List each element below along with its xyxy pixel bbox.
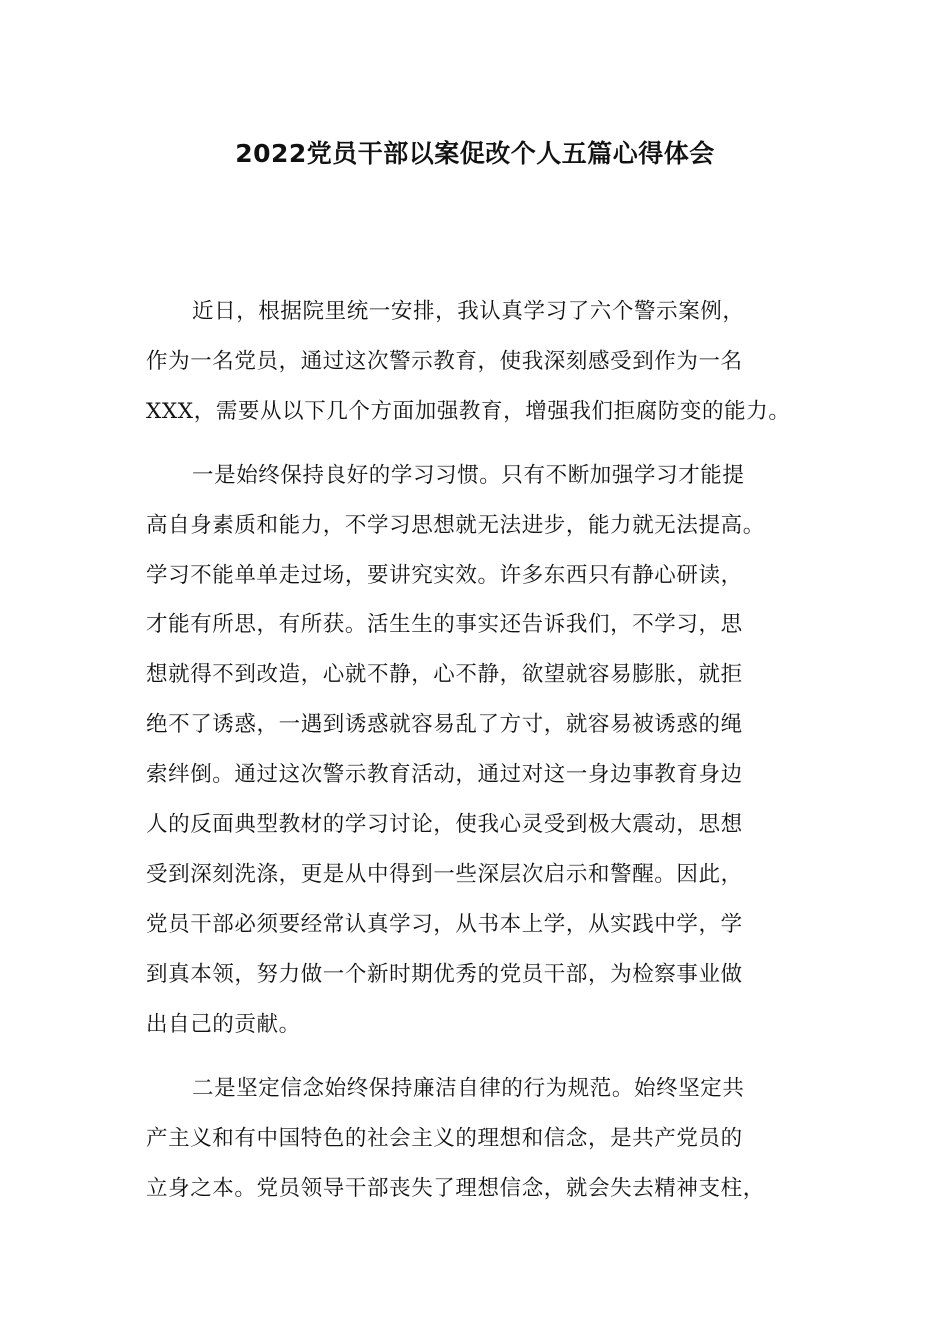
paragraph-line: XXX，需要从以下几个方面加强教育，增强我们拒腐防变的能力。 xyxy=(146,399,791,424)
document-title: 2022党员干部以案促改个人五篇心得体会 xyxy=(235,139,715,168)
paragraph-line: 受到深刻洗涤，更是从中得到一些深层次启示和警醒。因此， xyxy=(146,862,743,887)
paragraph-line: 高自身素质和能力，不学习思想就无法进步，能力就无法提高。 xyxy=(146,513,765,538)
paragraph-line: 索绊倒。通过这次警示教育活动，通过对这一身边事教育身边 xyxy=(146,762,743,787)
paragraph-line: 想就得不到改造，心就不静，心不静，欲望就容易膨胀，就拒 xyxy=(146,662,743,687)
paragraph-line: 一是始终保持良好的学习习惯。只有不断加强学习才能提 xyxy=(192,463,745,488)
paragraph-line: 立身之本。党员领导干部丧失了理想信念，就会失去精神支柱， xyxy=(146,1176,765,1201)
paragraph-line: 近日，根据院里统一安排，我认真学习了六个警示案例， xyxy=(192,299,745,324)
paragraph-line: 产主义和有中国特色的社会主义的理想和信念，是共产党员的 xyxy=(146,1126,743,1151)
paragraph-line: 人的反面典型教材的学习讨论，使我心灵受到极大震动，思想 xyxy=(146,812,743,837)
paragraph-line: 出自己的贡献。 xyxy=(146,1012,301,1037)
paragraph-line: 到真本领，努力做一个新时期优秀的党员干部，为检察事业做 xyxy=(146,962,743,987)
paragraph-line: 才能有所思，有所获。活生生的事实还告诉我们，不学习，思 xyxy=(146,612,743,637)
paragraph-line: 绝不了诱惑，一遇到诱惑就容易乱了方寸，就容易被诱惑的绳 xyxy=(146,712,743,737)
paragraph-line: 作为一名党员，通过这次警示教育，使我深刻感受到作为一名 xyxy=(146,349,743,374)
paragraph-line: 二是坚定信念始终保持廉洁自律的行为规范。始终坚定共 xyxy=(192,1076,745,1101)
paragraph-line: 党员干部必须要经常认真学习，从书本上学，从实践中学，学 xyxy=(146,912,743,937)
paragraph-line: 学习不能单单走过场，要讲究实效。许多东西只有静心研读， xyxy=(146,563,743,588)
